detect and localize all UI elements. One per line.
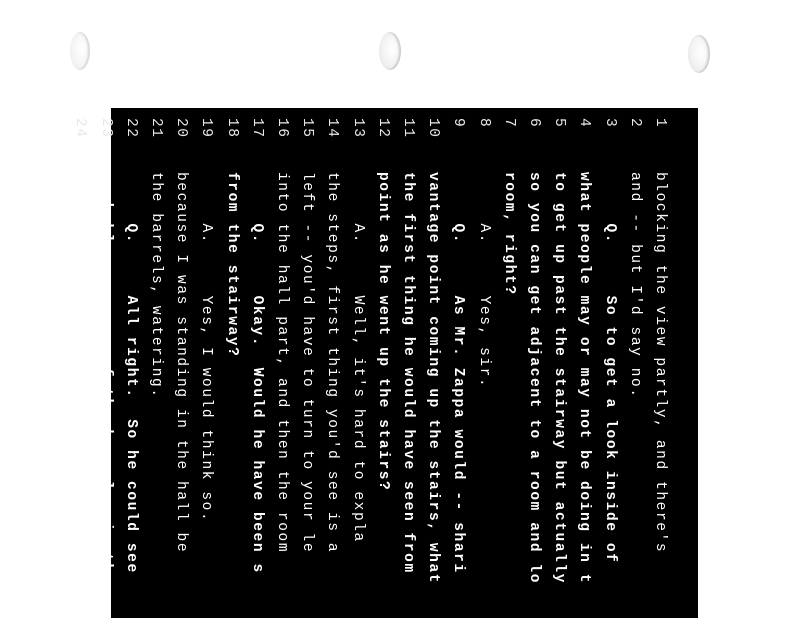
line-number: 14 [324,118,341,139]
line-text: left -- you'd have to turn to your le [299,172,316,554]
line-number: 17 [248,118,265,139]
line-number: 24 [72,118,89,139]
line-text: so you can get adjacent to a room and lo [526,172,542,585]
line-number: 12 [374,118,391,139]
line-text: because I was standing in the hall be [173,172,190,554]
line-number: 15 [299,118,316,139]
punch-hole-right [688,35,710,73]
line-number: 1 [652,118,668,129]
line-number: 22 [122,118,139,139]
line-number: 13 [349,118,366,139]
line-number: 7 [500,118,517,129]
line-text: into the hall part, and then the room [274,172,290,554]
line-text: Q. Okay. Would he have been s [248,172,265,574]
line-number: 23 [97,118,114,139]
line-text: blocking the view partly, and there's [652,172,668,554]
line-text: Q. All right. So he could see [122,172,139,574]
line-text: the steps, first thing you'd see is a [324,172,341,554]
line-number: 8 [475,118,492,129]
transcript-page [72,108,698,618]
line-text: vantage point coming up the stairs, what [425,172,442,585]
line-text: point as he went up the stairs? [374,172,391,492]
line-text: room, right? [500,172,517,296]
line-number: 4 [576,118,593,129]
line-text: A. Yes, sir. [72,172,89,389]
line-text: A. Yes, I would think so. [198,172,215,523]
line-text: to get up past the stairway but actually [551,172,568,585]
line-text: probably see some of the barrels; is tha [97,172,114,585]
line-number: 9 [450,118,467,129]
line-text: Q. As Mr. Zappa would -- shari [450,172,467,574]
line-number: 20 [173,118,190,139]
line-number: 18 [223,118,240,139]
line-number: 3 [601,118,618,129]
line-text: A. Well, it's hard to expla [349,172,366,543]
transcript-lines [72,108,698,628]
punch-hole-middle [379,32,401,70]
line-text: and -- but I'd say no. [626,172,643,399]
line-number: 11 [400,118,416,139]
line-text: Q. So to get a look inside of [601,172,618,564]
line-number: 19 [198,118,215,139]
line-number: 21 [148,118,164,139]
line-number: 5 [551,118,568,129]
line-text: what people may or may not be doing in t [576,172,593,585]
punch-hole-left [70,32,90,70]
line-number: 6 [526,118,542,129]
line-text: from the stairway? [223,172,240,358]
line-number: 10 [425,118,442,139]
line-number: 16 [274,118,290,139]
line-number: 2 [626,118,643,129]
line-text: the barrels, watering. [148,172,164,399]
line-text: the first thing he would have seen from [400,172,416,574]
line-text: A. Yes, sir. [475,172,492,389]
